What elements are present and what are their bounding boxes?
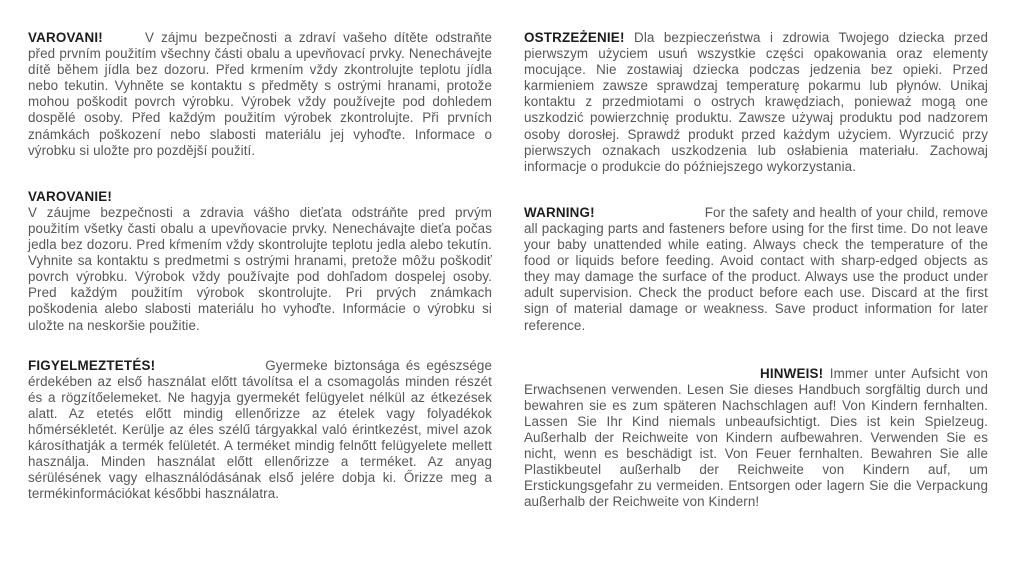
section-polish-warning: [524, 30, 988, 175]
polish-heading: OSTRZEŻENIE!: [524, 30, 625, 45]
czech-body-text: V zájmu bezpečnosti a zdraví vašeho dítěte odstraňte před prvním použitím všechny části obalu a upevňovací prvky. Nenechávejte dítě během jídla bez dozoru. Před krmením vždy zkontrolujte teplotu jídla nebo tekutin. Vyhněte se kontaktu s předměty s ostrými hranami, protože mohou poškodit povrch výrobku. Výrobek vždy používejte pod dohledem dospělé osoby. Před každým použitím výrobek zkontrolujte. Při prvních známkách poškození nebo slabosti materiálu jej vyhoďte. Informace o výrobku si uložte pro pozdější použití.: [28, 30, 492, 158]
section-czech-warning: [28, 30, 492, 159]
hungarian-body-text: Gyermeke biztonsága és egészsége érdekében az első használat előtt távolítsa el a csomagolás minden részét és a rögzítőelemeket. Ne hagyja gyermekét felügyelet nélkül az étkezések alatt. Az etetés előtt mindig ellenőrizze az ételek vagy folyadékok hőmérsékletét. Kerülje az éles szélű tárgyakkal való érintkezést, mivel azok károsíthatják a termék felületét. A terméket mindig felnőtt felügyelete mellett használja. Minden használat előtt ellenőrizze a terméket. Az anyag sérülésének vagy elhasználódásának első jelére dobja ki. Őrizze meg a termékinformációkat későbbi használatra.: [28, 357, 492, 502]
right-column: [524, 30, 988, 510]
left-column: [28, 30, 492, 510]
german-heading: HINWEIS!: [760, 365, 824, 381]
german-body-text: Immer unter Aufsicht von Erwachsenen verwenden. Lesen Sie dieses Handbuch sorgfältig durch und bewahren sie es zum späteren Nachschlagen auf! Von Kindern fernhalten. Lassen Sie Ihr Kind niemals unbeaufsichtigt. Dies ist kein Spielzeug. Außerhalb der Reichweite von Kindern aufbewahren. Verwenden Sie es nicht, wenn es beschädigt ist. Von Feuer fernhalten. Bewahren Sie alle Plastikbeutel außerhalb der Reichweite von Kindern auf, um Erstickungsgefahr zu vermeiden. Entsorgen oder lagern Sie die Verpackung außerhalb der Reichweite von Kindern!: [524, 365, 988, 510]
hungarian-heading: FIGYELMEZTETÉS!: [28, 357, 156, 373]
czech-heading: VAROVANI!: [28, 30, 103, 45]
section-slovak-warning: [28, 189, 492, 334]
english-body-text: For the safety and health of your child, remove all packaging parts and fasteners before using for the first time. Do not leave your baby unattended while eating. Always check the temperature of the food or liquids before feeding. Avoid contact with sharp-edged objects as they may damage the surface of the product. Always use the product under adult supervision. Check the product before each use. Discard at the first sign of material damage or weakness. Save product information for later reference.: [524, 204, 988, 333]
english-heading: WARNING!: [524, 204, 595, 220]
english-heading-spacer: [595, 216, 705, 217]
section-german-notice: [524, 366, 988, 511]
section-english-warning: [524, 205, 988, 334]
czech-heading-spacer: [103, 41, 145, 42]
section-hungarian-warning: [28, 358, 492, 503]
hungarian-heading-spacer: [155, 369, 265, 370]
slovak-body-text: V záujme bezpečnosti a zdravia vášho dieťata odstráňte pred prvým použitím všetky časti obalu a upevňovacie prvky. Nenechávajte dieťa počas jedla bez dozoru. Pred kŕmením vždy skontrolujte teplotu jedla alebo tekutín. Vyhnite sa kontaktu s predmetmi s ostrými hranami, pretože môžu poškodiť povrch výrobku. Výrobok vždy používajte pod dohľadom dospelej osoby. Pred každým použitím výrobok skontrolujte. Pri prvých známkach poškodenia alebo slabosti materiálu ho vyhoďte. Informácie o výrobku si uložte na neskoršie použitie.: [28, 204, 492, 333]
polish-body-text: Dla bezpieczeństwa i zdrowia Twojego dziecka przed pierwszym użyciem usuń wszystkie części opakowania oraz elementy mocujące. Nie zostawiaj dziecka podczas jedzenia bez opieki. Przed karmieniem zawsze sprawdzaj temperaturę pokarmu lub płynów. Unikaj kontaktu z przedmiotami o ostrych krawędziach, ponieważ mogą one uszkodzić powierzchnię produktu. Zawsze używaj produktu pod nadzorem osoby dorosłej. Sprawdź produkt przed każdym użyciem. Wyrzucić przy pierwszych oznakach uszkodzenia lub osłabienia materiału. Zachowaj informacje o produkcie do późniejszego wykorzystania.: [524, 30, 989, 174]
slovak-heading: VAROVANIE!: [28, 188, 113, 204]
